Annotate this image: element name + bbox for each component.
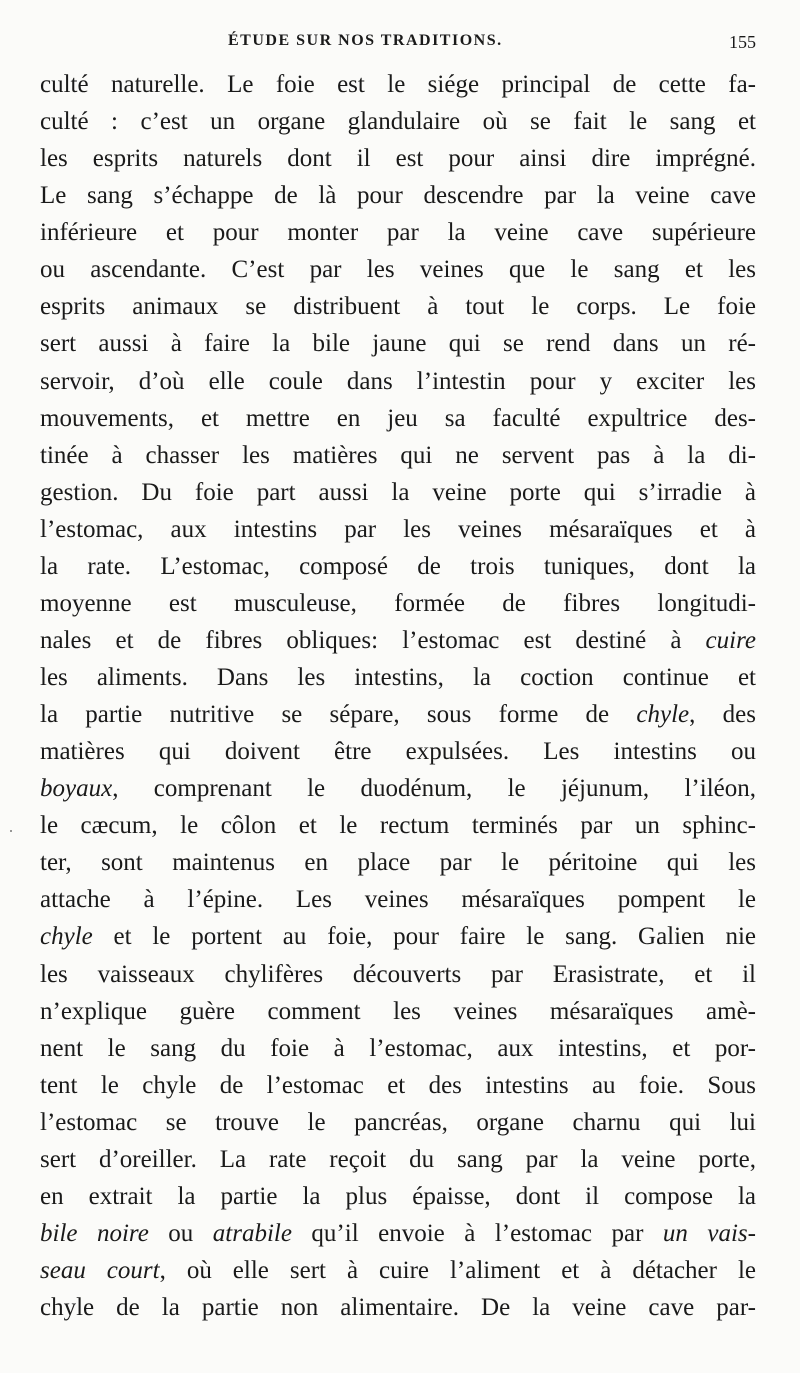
- text-line: [40, 103, 756, 140]
- text-run: chyle de la partie non alimentaire. De la veine cave par-: [40, 1294, 756, 1322]
- text-run: l’estomac se trouve le pancréas, organe charnu qui lui: [40, 1108, 756, 1136]
- italic-term: seau court: [40, 1257, 160, 1284]
- text-run: le cæcum, le côlon et le rectum terminés par un sphinc-: [40, 812, 756, 840]
- text-run: nales et de fibres obliques: l’estomac est destiné à: [40, 626, 706, 654]
- text-line: [40, 993, 756, 1030]
- text-line: [40, 1141, 756, 1178]
- text-line: [40, 1178, 756, 1215]
- text-run: tent le chyle de l’estomac et des intestins au foie. Sous: [40, 1071, 756, 1099]
- text-run: culté : c’est un organe glandulaire où se fait le sang et: [40, 108, 756, 136]
- text-run: matières qui doivent être expulsées. Les intestins ou: [40, 738, 756, 766]
- text-run: l’estomac, aux intestins par les veines mésaraïques et à: [40, 515, 756, 543]
- text-run: la partie nutritive se sépare, sous forme de: [40, 701, 637, 729]
- text-run: nent le sang du foie à l’estomac, aux intestins, et por-: [40, 1034, 756, 1062]
- text-line: [40, 585, 756, 622]
- running-head: ÉTUDE SUR NOS TRADITIONS.: [228, 32, 503, 49]
- text-line: [40, 400, 756, 437]
- text-line: [40, 881, 756, 918]
- text-line: [40, 177, 756, 214]
- italic-term: chyle: [40, 923, 93, 951]
- italic-term: chyle: [636, 701, 690, 729]
- italic-term: boyaux: [40, 775, 113, 803]
- text-run: gestion. Du foie part aussi la veine porte qui s’irradie à: [40, 478, 756, 506]
- text-run: en extrait la partie la plus épaisse, dont il compose la: [40, 1182, 756, 1210]
- margin-speck: [10, 830, 12, 832]
- italic-term: un vais-: [662, 1219, 756, 1247]
- text-run: Le sang s’échappe de là pour descendre par la veine cave: [40, 182, 756, 210]
- page-header: [40, 30, 756, 54]
- text-run: sert aussi à faire la bile jaune qui se rend dans un ré-: [40, 330, 756, 358]
- text-line: [40, 1104, 756, 1141]
- text-line: [40, 288, 756, 325]
- text-line: [40, 140, 756, 177]
- italic-term: cuire: [705, 626, 756, 654]
- text-line: [40, 696, 756, 733]
- text-run: ou ascendante. C’est par les veines que le sang et les: [40, 256, 756, 284]
- text-run: ou: [148, 1219, 213, 1247]
- text-line: [40, 622, 756, 659]
- text-line: [40, 363, 756, 400]
- text-run: qu’il envoie à l’estomac par: [291, 1219, 663, 1247]
- text-line: [40, 770, 756, 807]
- page-number: 155: [729, 32, 756, 52]
- text-line: [40, 1252, 756, 1289]
- text-line: [40, 918, 756, 955]
- text-line: [40, 1215, 756, 1252]
- text-run: les vaisseaux chylifères découverts par Erasistrate, et il: [40, 960, 756, 988]
- text-run: servoir, d’où elle coule dans l’intestin pour y exciter les: [40, 367, 756, 395]
- text-line: [40, 659, 756, 696]
- text-run: la rate. L’estomac, composé de trois tuniques, dont la: [40, 552, 756, 580]
- text-run: les aliments. Dans les intestins, la coction continue et: [40, 664, 756, 691]
- text-line: [40, 511, 756, 548]
- italic-term: bile noire: [40, 1219, 149, 1247]
- text-line: [40, 214, 756, 251]
- text-run: ter, sont maintenus en place par le péritoine qui les: [40, 849, 756, 877]
- text-run: culté naturelle. Le foie est le siége principal de cette fa-: [40, 71, 756, 98]
- text-line: [40, 548, 756, 585]
- text-run: tinée à chasser les matières qui ne servent pas à la di-: [40, 441, 756, 469]
- text-line: [40, 1289, 756, 1326]
- text-line: [40, 956, 756, 993]
- text-line: [40, 1067, 756, 1104]
- text-run: esprits animaux se distribuent à tout le corps. Le foie: [40, 293, 756, 321]
- text-line: [40, 1030, 756, 1067]
- italic-term: atrabile: [212, 1219, 292, 1247]
- text-line: [40, 437, 756, 474]
- text-line: [40, 844, 756, 881]
- body-text: [40, 66, 756, 1326]
- text-run: et le portent au foie, pour faire le sang. Galien nie: [92, 923, 756, 951]
- text-line: [40, 733, 756, 770]
- text-line: [40, 325, 756, 362]
- text-run: moyenne est musculeuse, formée de fibres longitudi-: [40, 589, 756, 617]
- text-run: attache à l’épine. Les veines mésaraïques pompent le: [40, 886, 756, 914]
- text-line: [40, 251, 756, 288]
- text-run: , des: [689, 701, 756, 729]
- text-run: n’explique guère comment les veines mésaraïques amè-: [40, 997, 756, 1025]
- text-run: les esprits naturels dont il est pour ainsi dire imprégné.: [40, 145, 756, 173]
- text-run: , où elle sert à cuire l’aliment et à détacher le: [159, 1257, 756, 1284]
- text-run: inférieure et pour monter par la veine cave supérieure: [40, 219, 756, 247]
- text-line: [40, 66, 756, 103]
- text-run: sert d’oreiller. La rate reçoit du sang par la veine porte,: [40, 1145, 756, 1173]
- text-run: mouvements, et mettre en jeu sa faculté expultrice des-: [40, 404, 756, 432]
- text-line: [40, 807, 756, 844]
- text-run: , comprenant le duodénum, le jéjunum, l’iléon,: [112, 775, 756, 803]
- text-line: [40, 474, 756, 511]
